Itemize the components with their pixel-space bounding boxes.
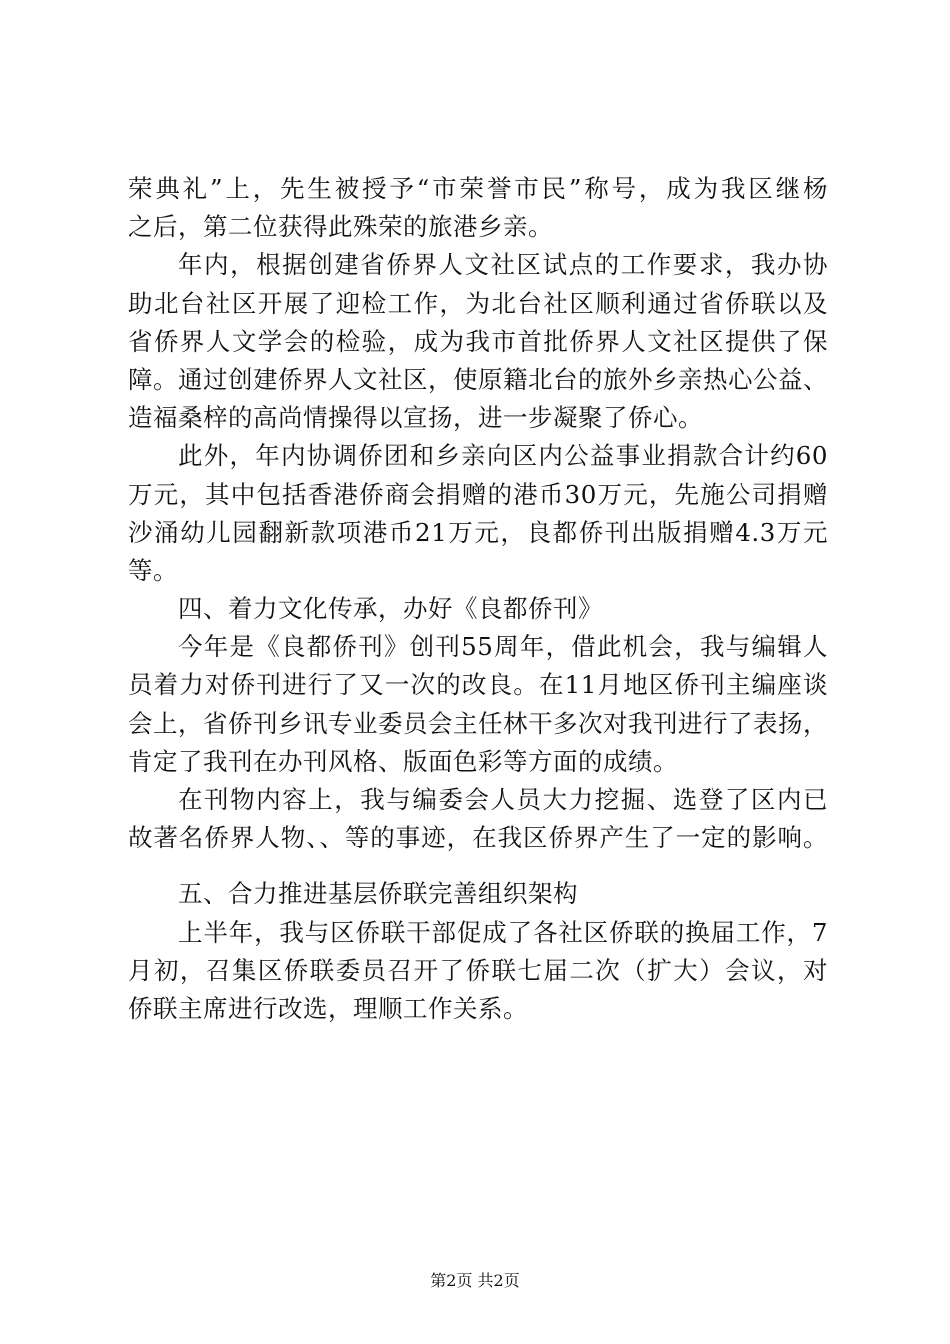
document-body (128, 170, 828, 1028)
section-heading: 四、着力文化传承，办好《良都侨刊》 (178, 594, 603, 624)
text-line: 会上，省侨刊乡讯专业委员会主任林干多次对我刊进行了表扬， (128, 708, 828, 738)
text-line: 侨联主席进行改选，理顺工作关系。 (128, 993, 528, 1023)
text-line: 省侨界人文学会的检验，成为我市首批侨界人文社区提供了保 (128, 326, 828, 356)
text-line: 年内，根据创建省侨界人文社区试点的工作要求，我办协 (178, 250, 828, 280)
text-line: 月初，召集区侨联委员召开了侨联七届二次（扩大）会议，对 (128, 955, 828, 985)
text-line: 助北台社区开展了迎检工作，为北台社区顺利通过省侨联以及 (128, 288, 828, 318)
text-line: 故著名侨界人物、、等的事迹，在我区侨界产生了一定的影响。 (128, 823, 828, 853)
text-line: 今年是《良都侨刊》创刊55周年，借此机会，我与编辑人 (178, 632, 828, 662)
text-line: 荣典礼”上，先生被授予“市荣誉市民”称号，成为我区继杨 (128, 174, 828, 203)
text-line: 造福桑梓的高尚情操得以宣扬，进一步凝聚了侨心。 (128, 403, 703, 433)
text-line: 万元，其中包括香港侨商会捐赠的港币30万元，先施公司捐赠 (128, 479, 828, 509)
text-line: 此外，年内协调侨团和乡亲向区内公益事业捐款合计约60 (178, 441, 828, 471)
text-line: 肯定了我刊在办刊风格、版面色彩等方面的成绩。 (128, 746, 678, 776)
section-heading: 五、合力推进基层侨联完善组织架构 (178, 879, 578, 909)
text-line: 员着力对侨刊进行了又一次的改良。在11月地区侨刊主编座谈 (128, 670, 828, 700)
text-line: 障。通过创建侨界人文社区，使原籍北台的旅外乡亲热心公益、 (128, 364, 828, 394)
text-line: 沙涌幼儿园翻新款项港币21万元，良都侨刊出版捐赠4.3万元 (128, 517, 828, 547)
page-number-footer: 第2页 共2页 (430, 1271, 520, 1290)
text-line: 上半年，我与区侨联干部促成了各社区侨联的换届工作，7 (178, 917, 828, 947)
paragraph-gap (128, 857, 828, 875)
text-line: 等。 (128, 555, 178, 585)
text-line: 在刊物内容上，我与编委会人员大力挖掘、选登了区内已 (178, 785, 828, 814)
text-line: 之后，第二位获得此殊荣的旅港乡亲。 (128, 212, 553, 242)
